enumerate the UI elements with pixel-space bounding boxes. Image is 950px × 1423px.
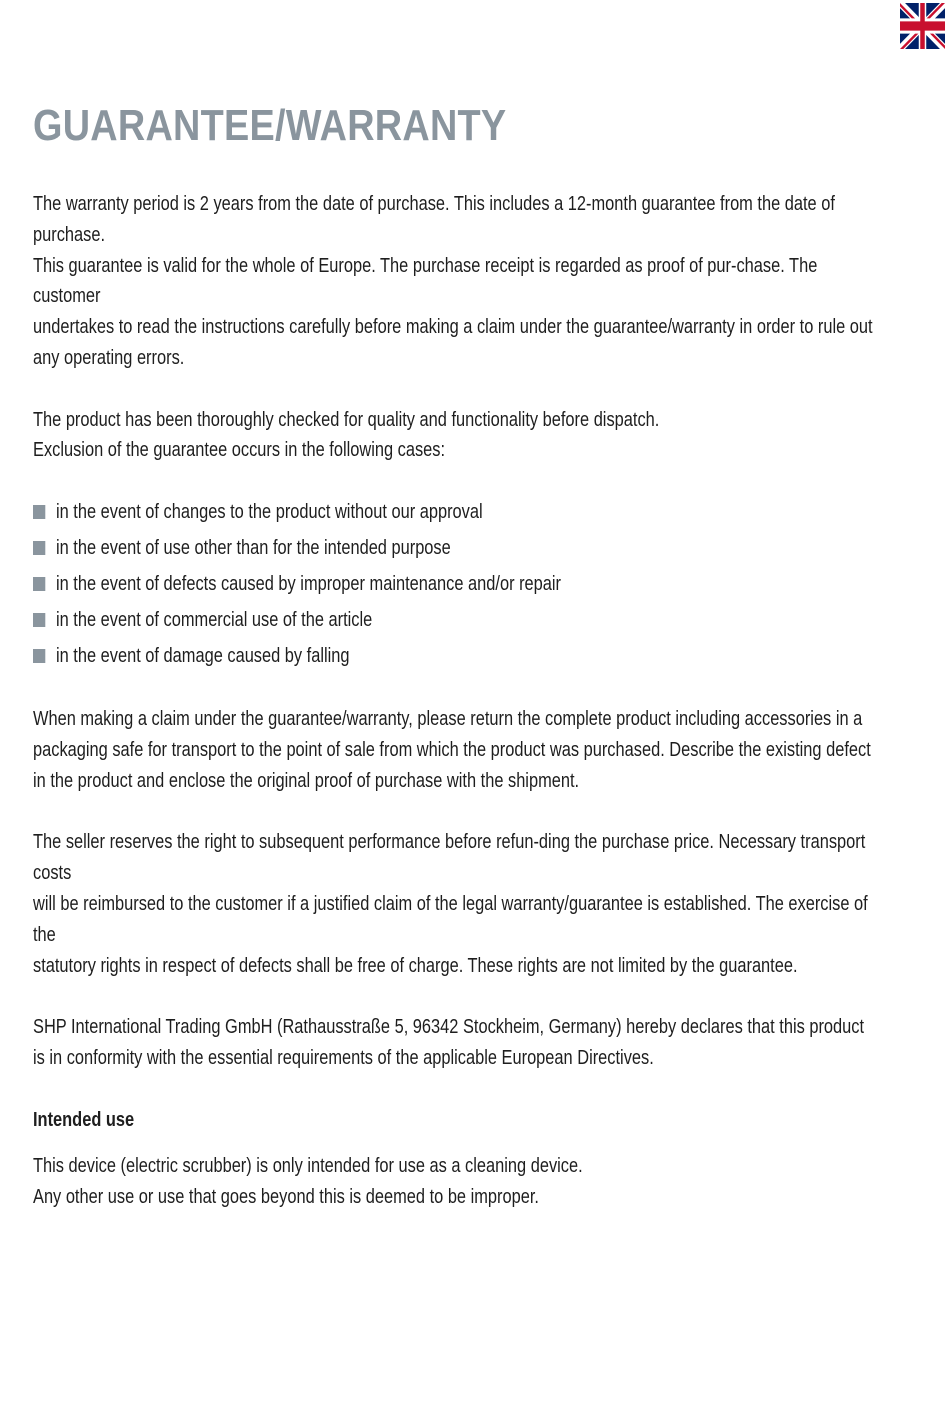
claim-paragraph: [33, 704, 878, 796]
text-line: SHP International Trading GmbH (Rathausstraße 5, 96342 Stockheim, Germany) hereby declares that this product: [33, 1016, 865, 1039]
text-line: packaging safe for transport to the point of sale from which the product was purchased. Describe the existing defect: [33, 738, 871, 761]
conformity-paragraph: [33, 1012, 878, 1074]
square-bullet-icon: [33, 613, 45, 627]
square-bullet-icon: [33, 649, 45, 663]
warranty-period-paragraph: [33, 189, 878, 374]
text-line: any operating errors.: [33, 346, 185, 369]
document-body: [33, 189, 878, 1212]
list-item: [33, 602, 878, 638]
text-line: Exclusion of the guarantee occurs in the following cases:: [33, 439, 446, 462]
text-line: This guarantee is valid for the whole of Europe. The purchase receipt is regarded as proof of pur-chase. The customer: [33, 254, 818, 308]
text-line: undertakes to read the instructions carefully before making a claim under the guarantee/warranty in order to rule out: [33, 316, 873, 339]
square-bullet-icon: [33, 541, 45, 555]
square-bullet-icon: [33, 505, 45, 519]
exclusion-list: [33, 494, 878, 674]
square-bullet-icon: [33, 577, 45, 591]
seller-rights-paragraph: [33, 827, 878, 981]
list-item: [33, 638, 878, 674]
uk-flag-icon: [900, 3, 945, 49]
list-item: [33, 494, 878, 530]
quality-check-paragraph: [33, 405, 878, 467]
page-title: GUARANTEE/WARRANTY: [33, 101, 507, 150]
list-item-text: in the event of damage caused by falling: [55, 644, 350, 667]
text-line: is in conformity with the essential requirements of the applicable European Directives.: [33, 1046, 654, 1069]
list-item-text: in the event of changes to the product without our approval: [55, 500, 483, 523]
list-item: [33, 530, 878, 566]
text-line: This device (electric scrubber) is only intended for use as a cleaning device.: [33, 1154, 583, 1177]
intended-use-paragraph: [33, 1151, 878, 1213]
list-item: [33, 566, 878, 602]
text-line: The seller reserves the right to subsequent performance before refun-ding the purchase price. Necessary transport costs: [33, 831, 866, 885]
text-line: The product has been thoroughly checked for quality and functionality before dispatch.: [33, 408, 660, 431]
list-item-text: in the event of use other than for the intended purpose: [55, 536, 451, 559]
intended-use-heading: Intended use: [33, 1108, 135, 1131]
text-line: Any other use or use that goes beyond this is deemed to be improper.: [33, 1185, 539, 1208]
text-line: will be reimbursed to the customer if a justified claim of the legal warranty/guarantee is established. The exercise of the: [33, 892, 868, 946]
text-line: statutory rights in respect of defects shall be free of charge. These rights are not limited by the guarantee.: [33, 954, 798, 977]
text-line: in the product and enclose the original proof of purchase with the shipment.: [33, 769, 580, 792]
list-item-text: in the event of commercial use of the article: [55, 608, 373, 631]
text-line: The warranty period is 2 years from the date of purchase. This includes a 12-month guarantee from the date of purchase.: [33, 193, 835, 246]
text-line: When making a claim under the guarantee/warranty, please return the complete product including accessories in a: [33, 708, 863, 731]
list-item-text: in the event of defects caused by improper maintenance and/or repair: [55, 572, 562, 595]
